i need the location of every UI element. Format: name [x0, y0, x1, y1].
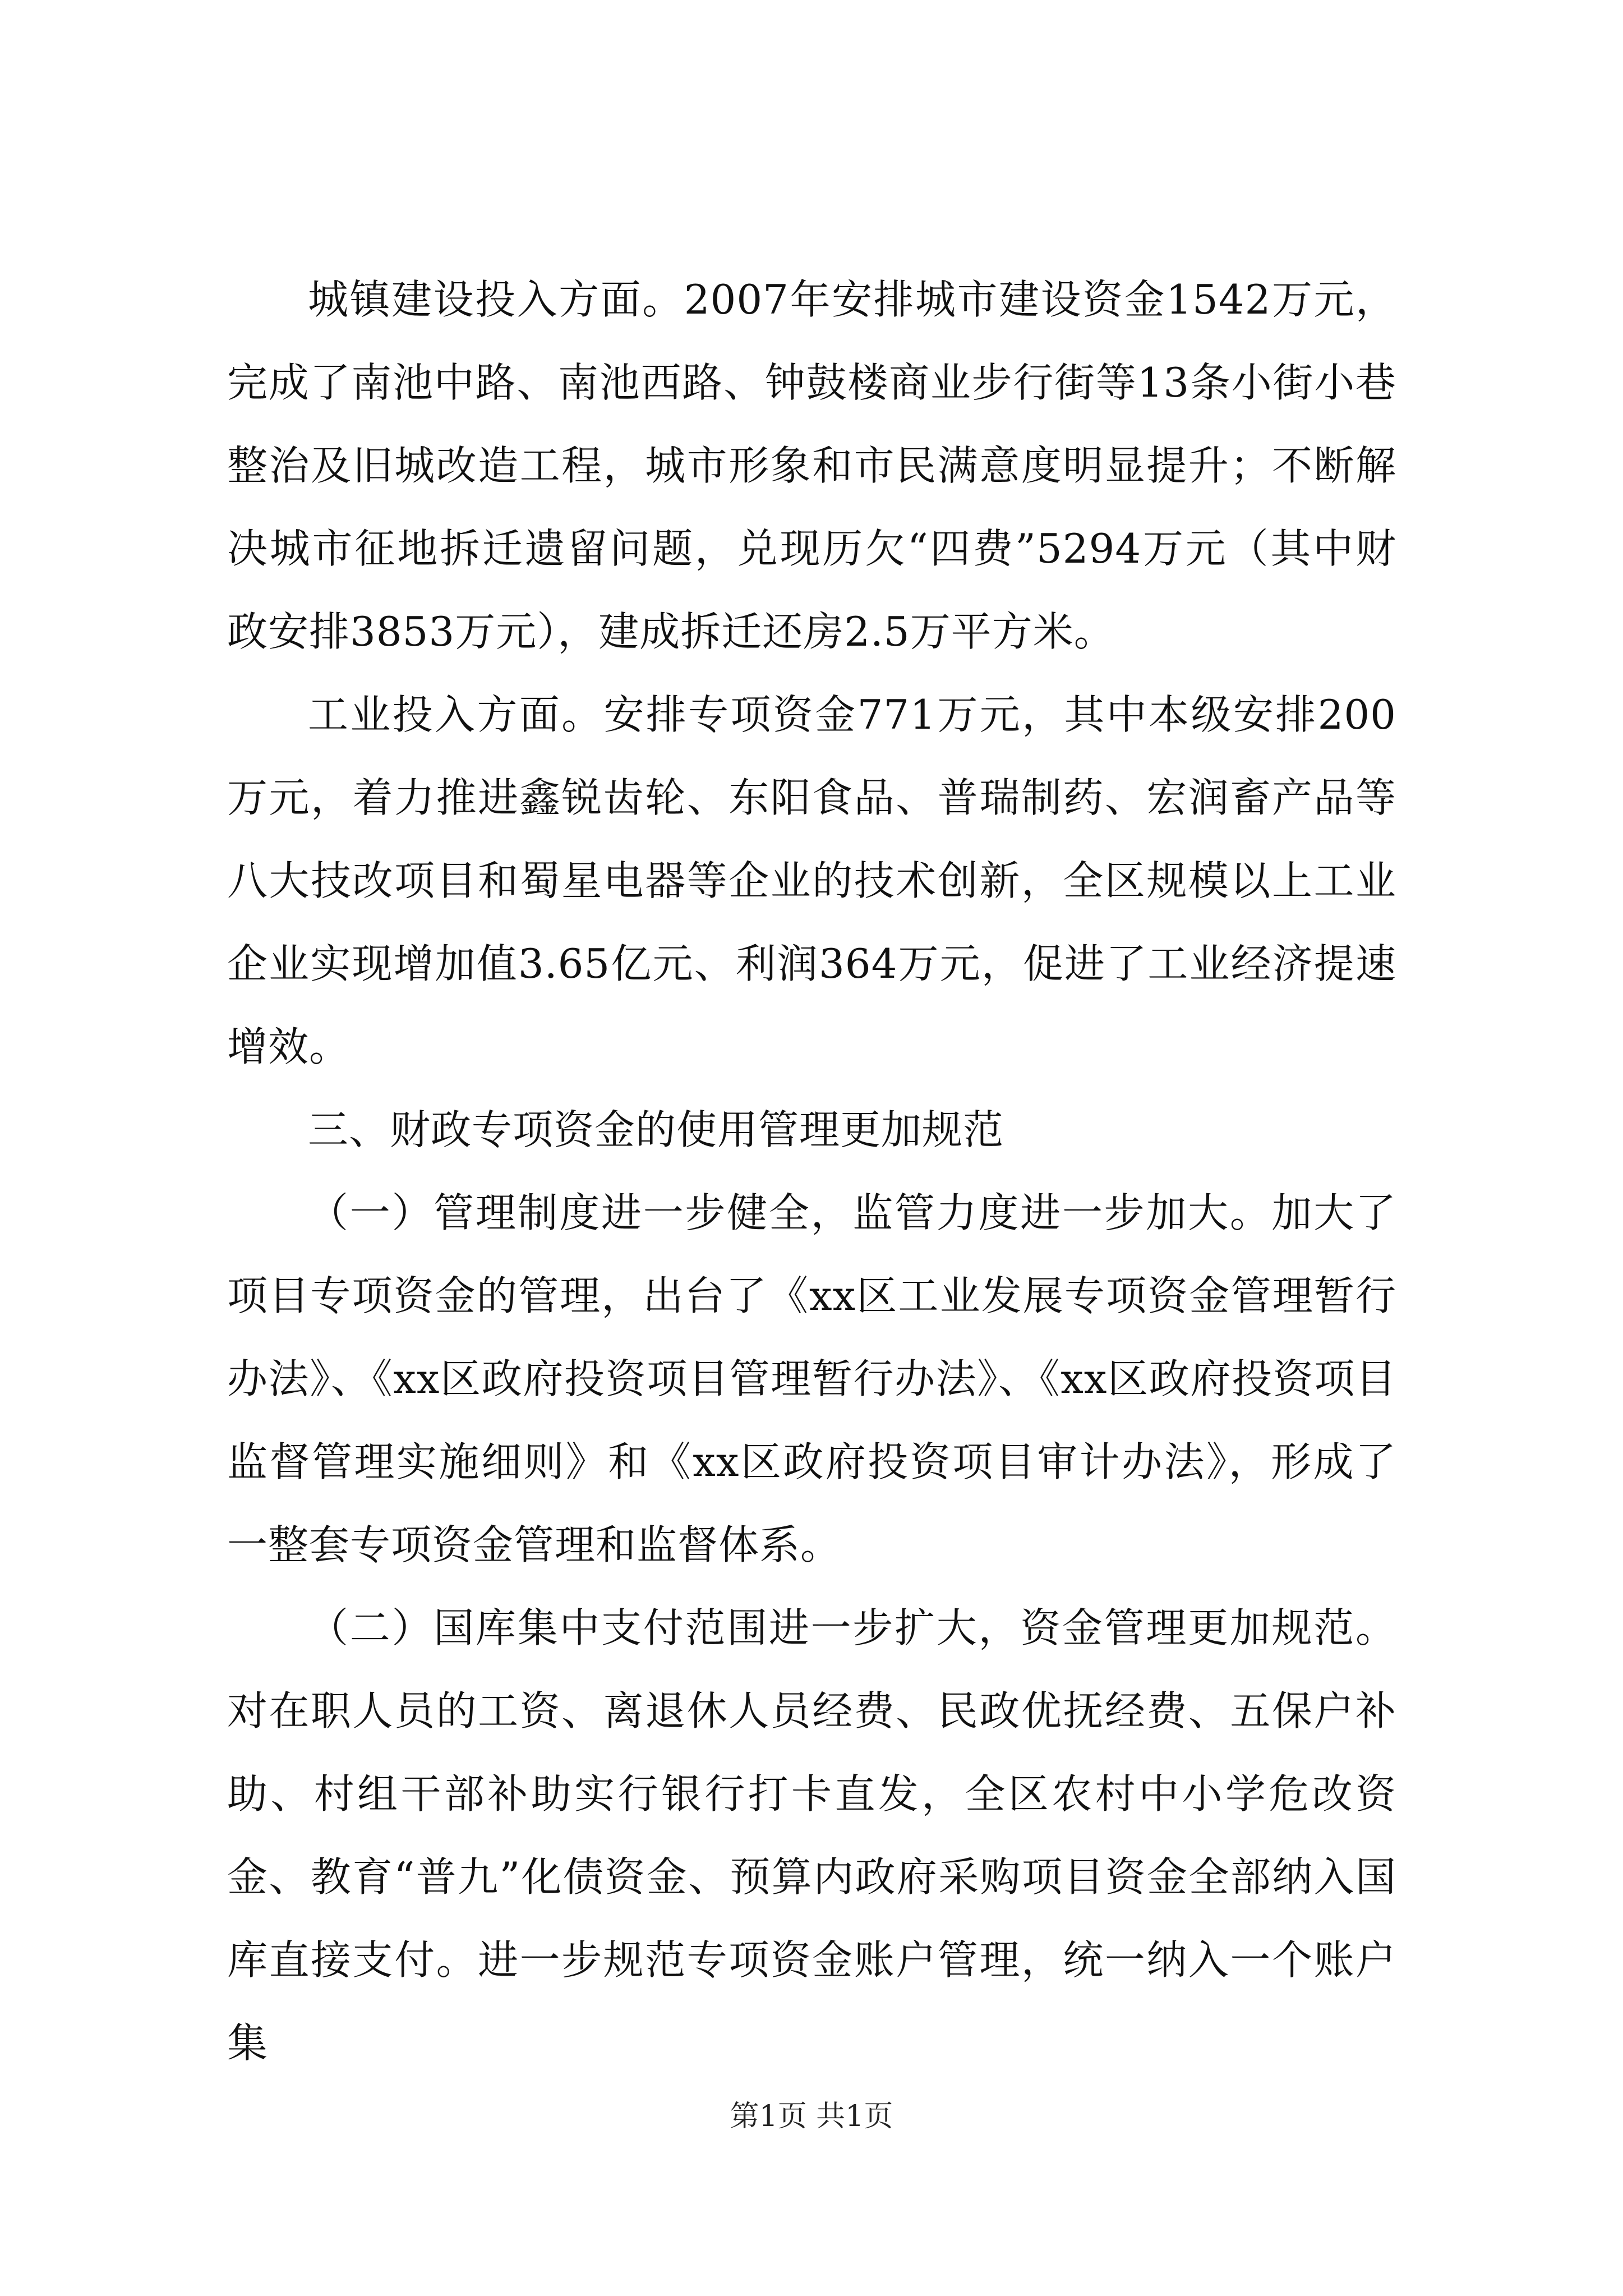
document-body: [227, 258, 1396, 2085]
paragraph-urban-construction: 城镇建设投入方面。2007年安排城市建设资金1542万元，完成了南池中路、南池西路、钟鼓楼商业步行街等13条小街小巷整治及旧城改造工程，城市形象和市民满意度明显提升；不断解决城市征地拆迁遗留问题，兑现历欠“四费”5294万元（其中财政安排3853万元），建成拆迁还房2.5万平方米。: [227, 276, 1396, 655]
page-footer: 第1页 共1页: [730, 2100, 893, 2133]
paragraph-subsection-two: （二）国库集中支付范围进一步扩大，资金管理更加规范。对在职人员的工资、离退休人员经费、民政优抚经费、五保户补助、村组干部补助实行银行打卡直发，全区农村中小学危改资金、教育“普九”化债资金、预算内政府采购项目资金全部纳入国库直接支付。进一步规范专项资金账户管理，统一纳入一个账户集: [227, 1604, 1396, 2067]
section-heading-three: 三、财政专项资金的使用管理更加规范: [308, 1106, 1004, 1153]
paragraph-industry-investment: 工业投入方面。安排专项资金771万元，其中本级安排200万元，着力推进鑫锐齿轮、东阳食品、普瑞制药、宏润畜产品等八大技改项目和蜀星电器等企业的技术创新，全区规模以上工业企业实现增加值3.65亿元、利润364万元，促进了工业经济提速增效。: [227, 691, 1396, 1070]
paragraph-subsection-one: （一）管理制度进一步健全，监管力度进一步加大。加大了项目专项资金的管理，出台了《xx区工业发展专项资金管理暂行办法》、《xx区政府投资项目管理暂行办法》、《xx区政府投资项目监督管理实施细则》和《xx区政府投资项目审计办法》，形成了一整套专项资金管理和监督体系。: [227, 1189, 1396, 1568]
